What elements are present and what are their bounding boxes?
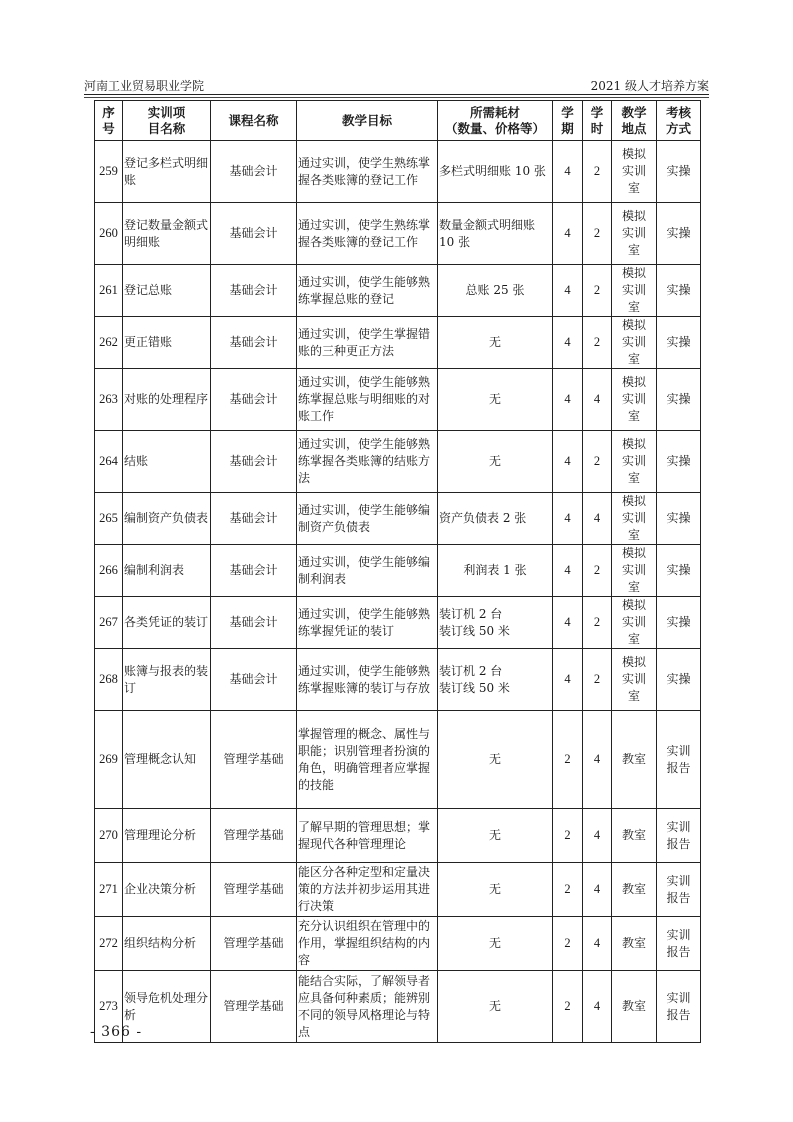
term-cell: 4	[553, 317, 583, 369]
header-hours: 学 时	[583, 101, 612, 141]
row-number-cell: 271	[95, 863, 123, 917]
row-number-cell: 272	[95, 917, 123, 971]
hours-cell: 2	[583, 431, 612, 493]
course-name-cell: 管理学基础	[211, 917, 297, 971]
project-name-cell: 登记多栏式明细账	[123, 141, 211, 203]
row-number-cell: 261	[95, 265, 123, 317]
hours-cell: 2	[583, 141, 612, 203]
place-cell: 教室	[612, 863, 657, 917]
term-cell: 4	[553, 597, 583, 649]
hours-cell: 4	[583, 809, 612, 863]
assessment-cell: 实训报告	[657, 711, 701, 809]
materials-cell: 利润表 1 张	[438, 545, 553, 597]
hours-cell: 2	[583, 317, 612, 369]
header-no: 序 号	[95, 101, 123, 141]
table-row	[95, 917, 701, 971]
project-name-cell: 编制资产负债表	[123, 493, 211, 545]
table-row	[95, 369, 701, 431]
term-cell: 4	[553, 203, 583, 265]
page-header	[84, 74, 709, 94]
materials-cell: 无	[438, 711, 553, 809]
assessment-cell: 实操	[657, 545, 701, 597]
project-name-cell: 结账	[123, 431, 211, 493]
materials-cell: 装订机 2 台 装订线 50 米	[438, 597, 553, 649]
row-number-cell: 263	[95, 369, 123, 431]
hours-cell: 4	[583, 971, 612, 1043]
assessment-cell: 实操	[657, 369, 701, 431]
project-name-cell: 更正错账	[123, 317, 211, 369]
teaching-goal-cell: 通过实训，使学生能够熟练掌握总账的登记	[297, 265, 438, 317]
hours-cell: 4	[583, 917, 612, 971]
course-name-cell: 基础会计	[211, 203, 297, 265]
row-number-cell: 265	[95, 493, 123, 545]
row-number-cell: 270	[95, 809, 123, 863]
row-number-cell: 259	[95, 141, 123, 203]
hours-cell: 2	[583, 265, 612, 317]
course-name-cell: 基础会计	[211, 493, 297, 545]
table-row	[95, 431, 701, 493]
table-row	[95, 863, 701, 917]
hours-cell: 4	[583, 863, 612, 917]
table-row	[95, 649, 701, 711]
term-cell: 4	[553, 545, 583, 597]
assessment-cell: 实操	[657, 597, 701, 649]
table-row	[95, 141, 701, 203]
term-cell: 4	[553, 431, 583, 493]
hours-cell: 2	[583, 203, 612, 265]
materials-cell: 无	[438, 317, 553, 369]
project-name-cell: 组织结构分析	[123, 917, 211, 971]
materials-cell: 无	[438, 863, 553, 917]
assessment-cell: 实训报告	[657, 863, 701, 917]
materials-cell: 无	[438, 809, 553, 863]
project-name-cell: 管理概念认知	[123, 711, 211, 809]
teaching-goal-cell: 通过实训，使学生能够熟练掌握账簿的装订与存放	[297, 649, 438, 711]
materials-cell: 数量金额式明细账 10 张	[438, 203, 553, 265]
place-cell: 教室	[612, 971, 657, 1043]
teaching-goal-cell: 掌握管理的概念、属性与职能；识别管理者扮演的角色，明确管理者应掌握的技能	[297, 711, 438, 809]
term-cell: 2	[553, 917, 583, 971]
assessment-cell: 实操	[657, 649, 701, 711]
term-cell: 2	[553, 971, 583, 1043]
place-cell: 教室	[612, 917, 657, 971]
project-name-cell: 账簿与报表的装订	[123, 649, 211, 711]
row-number-cell: 273	[95, 971, 123, 1043]
place-cell: 模拟实训室	[612, 431, 657, 493]
hours-cell: 2	[583, 649, 612, 711]
place-cell: 模拟实训室	[612, 141, 657, 203]
course-name-cell: 基础会计	[211, 431, 297, 493]
place-cell: 教室	[612, 809, 657, 863]
place-cell: 模拟实训室	[612, 369, 657, 431]
page-number: - 366 -	[90, 1024, 143, 1040]
institution-name: 河南工业贸易职业学院	[84, 79, 205, 93]
place-cell: 模拟实训室	[612, 597, 657, 649]
assessment-cell: 实训报告	[657, 809, 701, 863]
assessment-cell: 实训报告	[657, 917, 701, 971]
course-name-cell: 管理学基础	[211, 863, 297, 917]
header-assessment: 考核 方式	[657, 101, 701, 141]
term-cell: 4	[553, 265, 583, 317]
table-row	[95, 493, 701, 545]
table-row	[95, 545, 701, 597]
hours-cell: 4	[583, 711, 612, 809]
table-row	[95, 317, 701, 369]
course-name-cell: 基础会计	[211, 369, 297, 431]
teaching-goal-cell: 通过实训，使学生能够熟练掌握总账与明细账的对账工作	[297, 369, 438, 431]
teaching-goal-cell: 了解早期的管理思想；掌握现代各种管理理论	[297, 809, 438, 863]
header-course: 课程名称	[211, 101, 297, 141]
teaching-goal-cell: 能结合实际，了解领导者应具备何种素质；能辨别不同的领导风格理论与特点	[297, 971, 438, 1043]
header-term: 学 期	[553, 101, 583, 141]
course-name-cell: 基础会计	[211, 597, 297, 649]
teaching-goal-cell: 通过实训，使学生能够编制利润表	[297, 545, 438, 597]
place-cell: 模拟实训室	[612, 317, 657, 369]
term-cell: 4	[553, 493, 583, 545]
term-cell: 2	[553, 809, 583, 863]
project-name-cell: 编制利润表	[123, 545, 211, 597]
teaching-goal-cell: 通过实训，使学生熟练掌握各类账簿的登记工作	[297, 141, 438, 203]
project-name-cell: 登记数量金额式明细账	[123, 203, 211, 265]
course-name-cell: 管理学基础	[211, 711, 297, 809]
header-place: 教学 地点	[612, 101, 657, 141]
place-cell: 模拟实训室	[612, 493, 657, 545]
course-name-cell: 基础会计	[211, 649, 297, 711]
term-cell: 2	[553, 711, 583, 809]
teaching-goal-cell: 通过实训，使学生能够熟练掌握各类账簿的结账方法	[297, 431, 438, 493]
teaching-goal-cell: 通过实训，使学生能够熟练掌握凭证的装订	[297, 597, 438, 649]
term-cell: 2	[553, 863, 583, 917]
row-number-cell: 269	[95, 711, 123, 809]
row-number-cell: 262	[95, 317, 123, 369]
place-cell: 模拟实训室	[612, 649, 657, 711]
header-goal: 教学目标	[297, 101, 438, 141]
term-cell: 4	[553, 649, 583, 711]
row-number-cell: 267	[95, 597, 123, 649]
document-title: 2021 级人才培养方案	[590, 79, 709, 93]
project-name-cell: 管理理论分析	[123, 809, 211, 863]
table-row	[95, 203, 701, 265]
table-row	[95, 597, 701, 649]
materials-cell: 无	[438, 369, 553, 431]
table-row	[95, 265, 701, 317]
course-name-cell: 基础会计	[211, 317, 297, 369]
teaching-goal-cell: 充分认识组织在管理中的作用，掌握组织结构的内容	[297, 917, 438, 971]
materials-cell: 装订机 2 台 装订线 50 米	[438, 649, 553, 711]
table-row	[95, 971, 701, 1043]
assessment-cell: 实操	[657, 493, 701, 545]
project-name-cell: 企业决策分析	[123, 863, 211, 917]
materials-cell: 资产负债表 2 张	[438, 493, 553, 545]
place-cell: 模拟实训室	[612, 265, 657, 317]
training-table	[94, 100, 701, 1043]
hours-cell: 4	[583, 369, 612, 431]
assessment-cell: 实操	[657, 141, 701, 203]
hours-cell: 2	[583, 545, 612, 597]
assessment-cell: 实操	[657, 203, 701, 265]
hours-cell: 4	[583, 493, 612, 545]
project-name-cell: 对账的处理程序	[123, 369, 211, 431]
materials-cell: 总账 25 张	[438, 265, 553, 317]
place-cell: 模拟实训室	[612, 545, 657, 597]
row-number-cell: 266	[95, 545, 123, 597]
project-name-cell: 领导危机处理分析	[123, 971, 211, 1043]
materials-cell: 无	[438, 431, 553, 493]
place-cell: 教室	[612, 711, 657, 809]
assessment-cell: 实操	[657, 265, 701, 317]
assessment-cell: 实训报告	[657, 971, 701, 1043]
course-name-cell: 管理学基础	[211, 971, 297, 1043]
teaching-goal-cell: 通过实训，使学生能够编制资产负债表	[297, 493, 438, 545]
teaching-goal-cell: 能区分各种定型和定量决策的方法并初步运用其进行决策	[297, 863, 438, 917]
course-name-cell: 基础会计	[211, 265, 297, 317]
materials-cell: 无	[438, 971, 553, 1043]
hours-cell: 2	[583, 597, 612, 649]
header-project-name: 实训项 目名称	[123, 101, 211, 141]
place-cell: 模拟实训室	[612, 203, 657, 265]
term-cell: 4	[553, 369, 583, 431]
table-row	[95, 809, 701, 863]
teaching-goal-cell: 通过实训，使学生熟练掌握各类账簿的登记工作	[297, 203, 438, 265]
table-row	[95, 711, 701, 809]
header-rule-thin	[84, 97, 709, 98]
project-name-cell: 各类凭证的装订	[123, 597, 211, 649]
assessment-cell: 实操	[657, 317, 701, 369]
row-number-cell: 264	[95, 431, 123, 493]
materials-cell: 多栏式明细账 10 张	[438, 141, 553, 203]
materials-cell: 无	[438, 917, 553, 971]
course-name-cell: 基础会计	[211, 141, 297, 203]
row-number-cell: 268	[95, 649, 123, 711]
header-materials: 所需耗材 （数量、价格等）	[438, 101, 553, 141]
term-cell: 4	[553, 141, 583, 203]
course-name-cell: 管理学基础	[211, 809, 297, 863]
header-rule	[84, 94, 709, 95]
table-header-row	[95, 101, 701, 141]
teaching-goal-cell: 通过实训，使学生掌握错账的三种更正方法	[297, 317, 438, 369]
assessment-cell: 实操	[657, 431, 701, 493]
row-number-cell: 260	[95, 203, 123, 265]
course-name-cell: 基础会计	[211, 545, 297, 597]
project-name-cell: 登记总账	[123, 265, 211, 317]
